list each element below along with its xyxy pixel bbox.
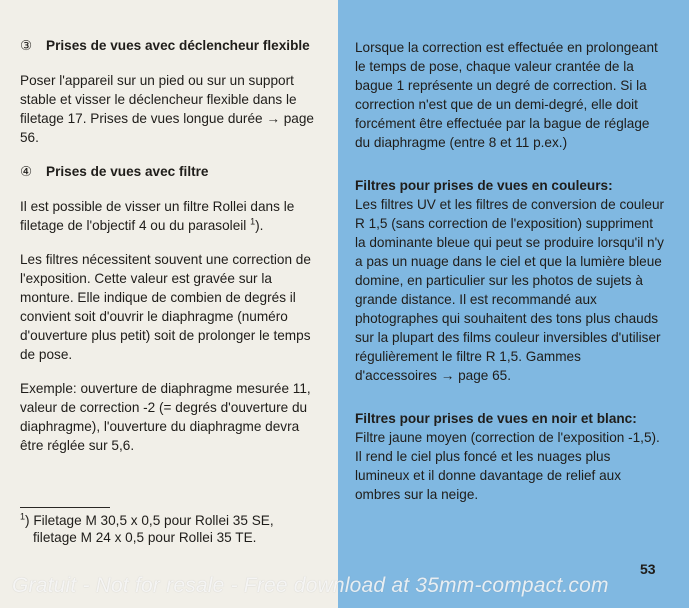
footnote-mark: 1: [20, 511, 26, 522]
filter-mount-text: Il est possible de visser un filtre Rollei dans le filetage de l'objectif 4 ou du parasoleil: [20, 199, 295, 233]
right-column: [355, 38, 665, 519]
section-number-4: ④: [20, 164, 33, 179]
section-heading-flexible-release: [20, 36, 326, 55]
paragraph-filter-mount: [20, 197, 326, 235]
paragraph-bw-filters: Filtre jaune moyen (correction de l'exposition -1,5). Il rend le ciel plus foncé et les nuages plus lumineux et il donne davantage de relief aux ombres sur la neige.: [355, 430, 660, 502]
section-title-filter: Prises de vues avec filtre: [46, 164, 209, 179]
paragraph-color-filters: Les filtres UV et les filtres de conversion de couleur R 1,5 (sans correction de l'exposition) suppriment la dominante bleue qui peut se produire lorsqu'il n'y a pas un nuage dans le ciel et que la lumière bleue domine, en particulier sur les photos de sujets à grande distance. Il est recommandé aux photographes qui souhaitent des tons plus chauds sur la plupart des films couleur inversibles d'utiliser régulièrement le filtre R 1,5. Gammes d'accessoires → page 65.: [355, 197, 665, 383]
paragraph-half-step-correction: Lorsque la correction est effectuée en prolongeant le temps de pose, chaque valeur crantée de la bague 1 représente un degré de correction. Si la correction n'est que de un demi-degré, elle doit forcément être effectuée par la bague de réglage du diaphragme (entre 8 et 11 p.ex.): [355, 40, 658, 150]
paragraph-exposure-correction: Les filtres nécessitent souvent une correction de l'exposition. Cette valeur est gravée sur la monture. Elle indique de combien de degrés il convient soit d'ouvrir le diaphragme (numéro d'ouverture plus petit) soit de prolonger le temps de pose.: [20, 252, 311, 362]
filter-mount-end: ).: [255, 218, 264, 233]
page-number: 53: [640, 561, 656, 577]
heading-bw-filters: Filtres pour prises de vues en noir et blanc:: [355, 411, 637, 426]
footnote-ref: 1: [250, 216, 256, 227]
left-column: [20, 36, 326, 470]
footnote-divider: [20, 507, 110, 508]
footnote-line-2: filetage M 24 x 0,5 pour Rollei 35 TE.: [33, 530, 257, 545]
footnote-line-1: ) Filetage M 30,5 x 0,5 pour Rollei 35 SE,: [25, 513, 274, 528]
paragraph-flexible-release: Poser l'appareil sur un pied ou sur un support stable et visser le déclencheur flexible dans le filetage 17. Prises de vues longue durée → page 56.: [20, 73, 314, 145]
section-heading-filter: [20, 162, 326, 181]
footnote: [20, 512, 274, 546]
watermark: Gratuit - Not for resale - Free download at 35mm-compact.com: [12, 574, 609, 597]
heading-color-filters: Filtres pour prises de vues en couleurs:: [355, 178, 613, 193]
section-title-flexible-release: Prises de vues avec déclencheur flexible: [46, 38, 310, 53]
paragraph-example: Exemple: ouverture de diaphragme mesurée 11, valeur de correction -2 (= degrés d'ouverture du diaphragme), l'ouverture du diaphragme devra être réglée sur 5,6.: [20, 381, 311, 453]
section-number-3: ③: [20, 38, 33, 53]
